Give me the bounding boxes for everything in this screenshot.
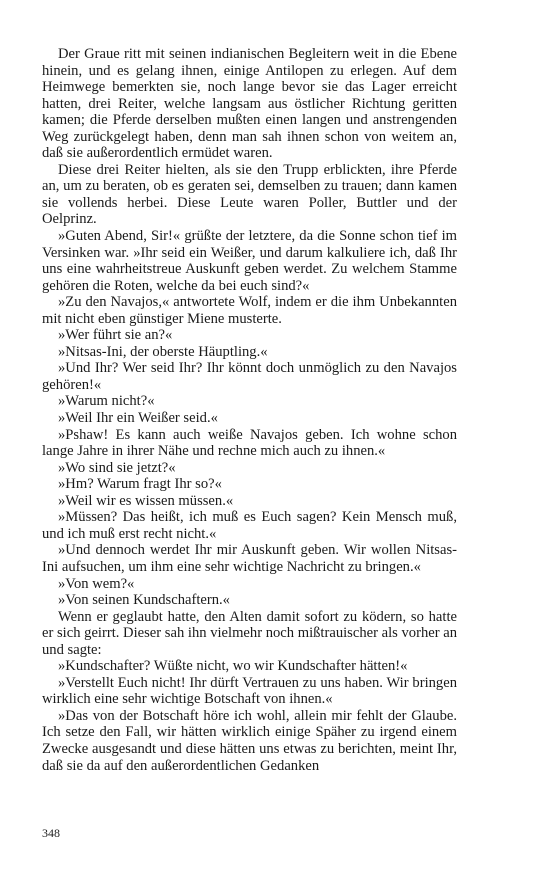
paragraph-8: »Warum nicht?« xyxy=(58,393,155,410)
page-number: 348 xyxy=(42,826,60,840)
paragraph-20: »Verstellt Euch nicht! Ihr dürft Vertrauen zu uns haben. Wir bringen wirklich eine sehr wichtige Botschaft von ihnen.« xyxy=(42,674,457,708)
paragraph-10: »Pshaw! Es kann auch weiße Navajos geben. Ich wohne schon lange Jahre in ihrer Nähe und rechne mich auch zu ihnen.« xyxy=(42,426,457,460)
paragraph-13: »Weil wir es wissen müssen.« xyxy=(58,492,234,509)
paragraph-21: »Das von der Botschaft höre ich wohl, allein mir fehlt der Glaube. Ich setze den Fall, wir hätten wirklich einige Späher zu irgend einem Zwecke ausgesandt und diese hätten uns etwas zu berichten, meint Ihr, daß sie da auf den außerordentlichen Gedanken xyxy=(42,707,457,774)
paragraph-16: »Von wem?« xyxy=(58,575,135,592)
paragraph-9: »Weil Ihr ein Weißer seid.« xyxy=(58,410,218,427)
paragraph-6: »Nitsas-Ini, der oberste Häuptling.« xyxy=(58,343,268,360)
paragraph-3: »Guten Abend, Sir!« grüßte der letztere, da die Sonne schon tief im Versinken war. »Ihr seid ein Weißer, und darum kalkuliere ich, daß Ihr uns eine wahrheitstreue Auskunft geben werdet. Zu welchem Stamme gehören die Roten, welche da bei euch sind?« xyxy=(42,228,457,294)
paragraph-11: »Wo sind sie jetzt?« xyxy=(58,459,176,476)
paragraph-12: »Hm? Warum fragt Ihr so?« xyxy=(58,476,222,493)
book-page-text xyxy=(42,46,457,774)
paragraph-17: »Von seinen Kundschaftern.« xyxy=(58,592,230,609)
paragraph-7: »Und Ihr? Wer seid Ihr? Ihr könnt doch unmöglich zu den Navajos gehören!« xyxy=(42,360,457,393)
paragraph-19: »Kundschafter? Wüßte nicht, wo wir Kundschafter hätten!« xyxy=(58,658,408,675)
paragraph-5: »Wer führt sie an?« xyxy=(58,327,173,344)
paragraph-18: Wenn er geglaubt hatte, den Alten damit sofort zu ködern, so hatte er sich geirrt. Dieser sah ihn vielmehr noch mißtrauischer als vorher an und sagte: xyxy=(42,608,457,658)
paragraph-4: »Zu den Navajos,« antwortete Wolf, indem er die ihm Unbekannten mit nicht eben günstiger Miene musterte. xyxy=(42,294,457,327)
paragraph-14: »Müssen? Das heißt, ich muß es Euch sagen? Kein Mensch muß, und ich muß erst recht nicht.« xyxy=(42,509,457,542)
paragraph-2: Diese drei Reiter hielten, als sie den Trupp erblickten, ihre Pferde an, um zu beraten, ob es geraten sei, demselben zu trauen; dann kamen sie vollends herbei. Diese Leute waren Poller, Buttler und der Oelprinz. xyxy=(42,161,457,228)
paragraph-1: Der Graue ritt mit seinen indianischen Begleitern weit in die Ebene hinein, und es gelang ihnen, einige Antilopen zu erlegen. Auf dem Heimwege bemerkten sie, noch lange bevor sie das Lager erreicht hatten, drei Reiter, welche langsam aus östlicher Richtung geritten kamen; die Pferde derselben mußten einen langen und anstrengenden Weg zurückgelegt haben, denn man sah ihnen schon von weitem an, daß sie außerordentlich ermüdet waren. xyxy=(42,46,457,162)
paragraph-15: »Und dennoch werdet Ihr mir Auskunft geben. Wir wollen Nitsas-Ini aufsuchen, um ihm eine sehr wichtige Nachricht zu bringen.« xyxy=(42,542,457,575)
